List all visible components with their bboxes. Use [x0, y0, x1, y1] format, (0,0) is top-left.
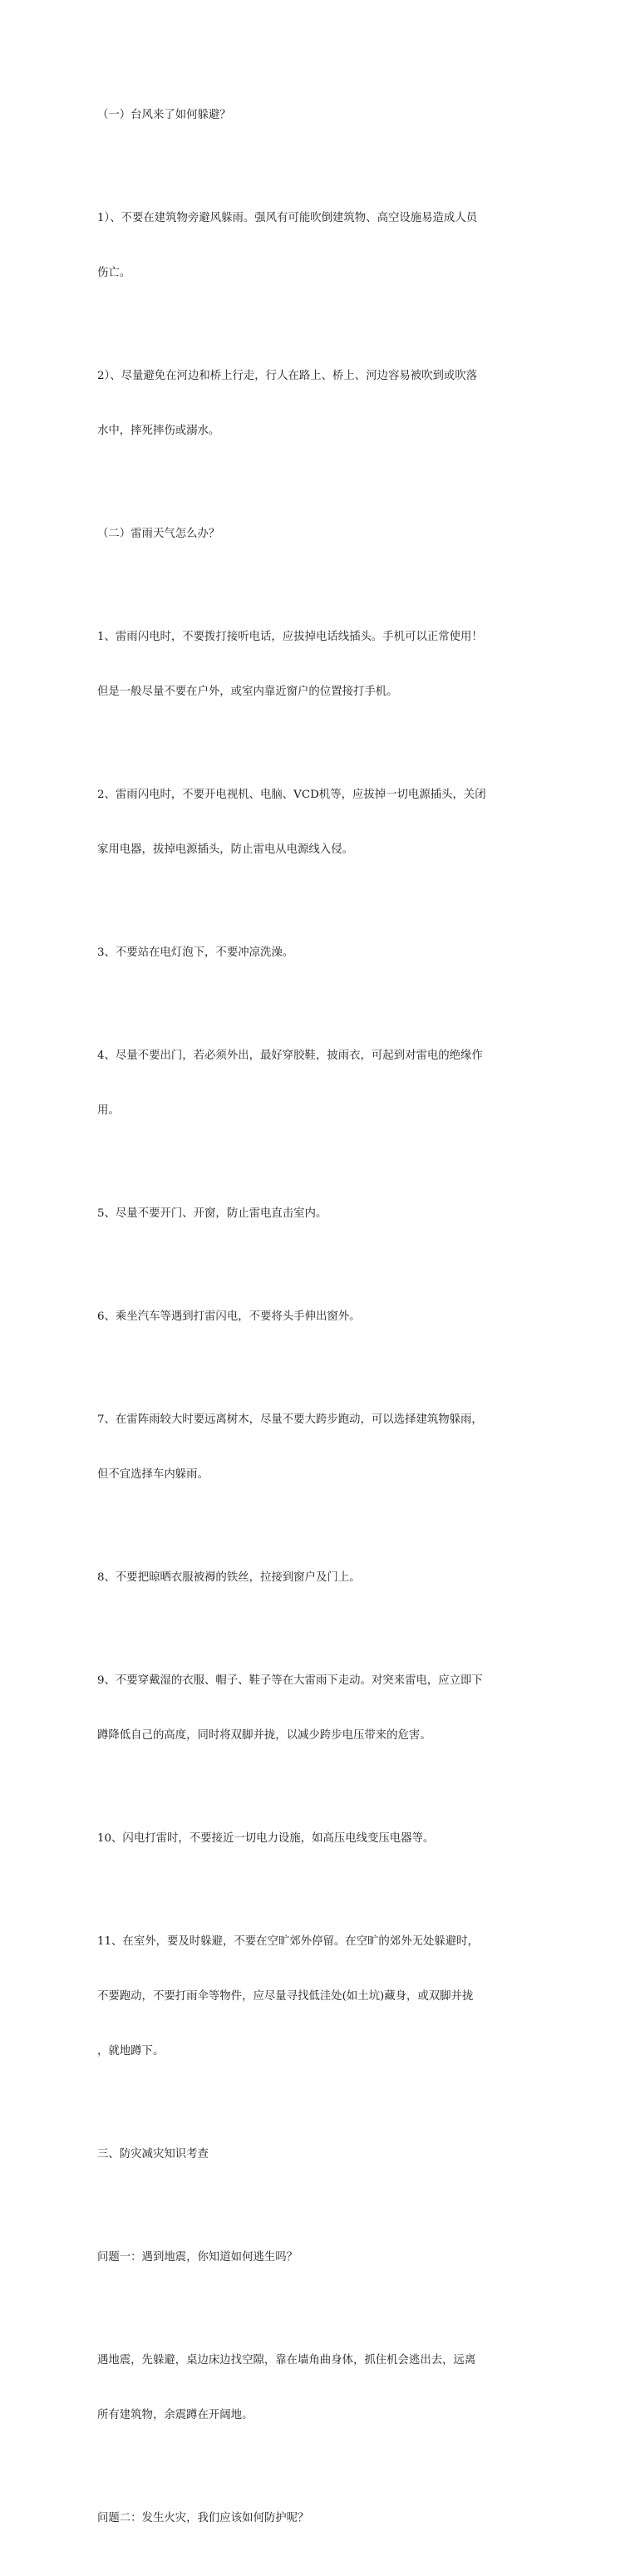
text-line: 7、在雷阵雨较大时要远离树木，尽量不要大跨步跑动，可以选择建筑物躲雨，: [97, 1413, 483, 1426]
text-line: 4、尽量不要出门，若必须外出，最好穿胶鞋，披雨衣，可起到对雷电的绝缘作: [97, 1050, 483, 1062]
question-earthquake: [97, 2212, 546, 2303]
text-line: 11、在室外，要及时躲避，不要在空旷郊外停留。在空旷的郊外无处躲避时，: [97, 1935, 479, 1948]
text-line: 2）、尽量避免在河边和桥上行走，行人在路上、桥上、河边容易被吹到或吹落: [97, 370, 478, 382]
text-line: 但不宜选择车内躲雨。: [97, 1468, 209, 1481]
text-line: 1）、不要在建筑物旁避风躲雨。强风有可能吹倒建筑物、高空设施易造成人员: [97, 212, 478, 224]
text-line: 问题一：遇到地震，你知道如何逃生吗？: [97, 2251, 298, 2264]
paragraph-typhoon-2: [97, 331, 546, 477]
paragraph-thunder-3: [97, 907, 546, 999]
answer-earthquake: [97, 2315, 546, 2461]
paragraph-thunder-7: [97, 1374, 546, 1521]
text-line: 3、不要站在电灯泡下，不要冲凉洗澡。: [97, 946, 294, 959]
paragraph-thunder-6: [97, 1271, 546, 1363]
heading-thunderstorm: [97, 489, 546, 580]
text-line: 伤亡。: [97, 267, 131, 279]
document-body: [97, 70, 546, 2576]
text-line: 2、雷雨闪电时，不要开电视机、电脑、VCD机等，应拔掉一切电源插头，关闭: [97, 789, 486, 801]
text-line: 9、不要穿戴湿的衣服、帽子、鞋子等在大雷雨下走动。对突来雷电，应立即下: [97, 1674, 483, 1687]
heading-typhoon: [97, 70, 546, 161]
paragraph-typhoon-1: [97, 173, 546, 319]
paragraph-thunder-11: [97, 1896, 546, 2097]
text-line: 10、闪电打雷时，不要接近一切电力设施，如高压电线变压电器等。: [97, 1832, 435, 1845]
paragraph-thunder-8: [97, 1532, 546, 1624]
text-line: 8、不要把晾晒衣服被褥的铁丝，拉接到窗户及门上。: [97, 1571, 361, 1584]
text-line: ，就地蹲下。: [97, 2045, 165, 2057]
paragraph-thunder-9: [97, 1635, 546, 1782]
paragraph-thunder-2: [97, 750, 546, 896]
paragraph-thunder-10: [97, 1793, 546, 1885]
heading-disaster-quiz: [97, 2109, 546, 2200]
text-line: 但是一般尽量不要在户外，或室内靠近窗户的位置接打手机。: [97, 686, 398, 698]
text-line: 蹲降低自己的高度，同时将双脚并拢，以减少跨步电压带来的危害。: [97, 1729, 431, 1742]
text-line: 问题二：发生火灾，我们应该如何防护呢？: [97, 2512, 309, 2524]
text-line: （二）雷雨天气怎么办？: [97, 528, 220, 540]
text-line: （一）台风来了如何躲避？: [97, 109, 231, 121]
text-line: 1、雷雨闪电时，不要拨打接听电话，应拔掉电话线插头。手机可以正常使用！: [97, 631, 483, 643]
paragraph-thunder-1: [97, 592, 546, 738]
text-line: 水中，摔死摔伤或溺水。: [97, 425, 220, 437]
text-line: 用。: [97, 1104, 120, 1117]
text-line: 不要跑动，不要打雨伞等物件，应尽量寻找低洼处(如土坑)藏身，或双脚并拢: [97, 1990, 474, 2003]
text-line: 遇地震，先躲避，桌边床边找空隙，靠在墙角曲身体，抓住机会逃出去，远离: [97, 2354, 476, 2367]
paragraph-thunder-4: [97, 1010, 546, 1157]
text-line: 家用电器，拔掉电源插头，防止雷电从电源线入侵。: [97, 843, 353, 856]
paragraph-thunder-5: [97, 1168, 546, 1260]
text-line: 5、尽量不要开门、开窗，防止雷电直击室内。: [97, 1207, 327, 1220]
text-line: 三、防灾减灾知识考查: [97, 2148, 209, 2161]
text-line: 所有建筑物，余震蹲在开阔地。: [97, 2409, 254, 2421]
question-fire: [97, 2473, 546, 2564]
text-line: 6、乘坐汽车等遇到打雷闪电，不要将头手伸出窗外。: [97, 1310, 361, 1323]
